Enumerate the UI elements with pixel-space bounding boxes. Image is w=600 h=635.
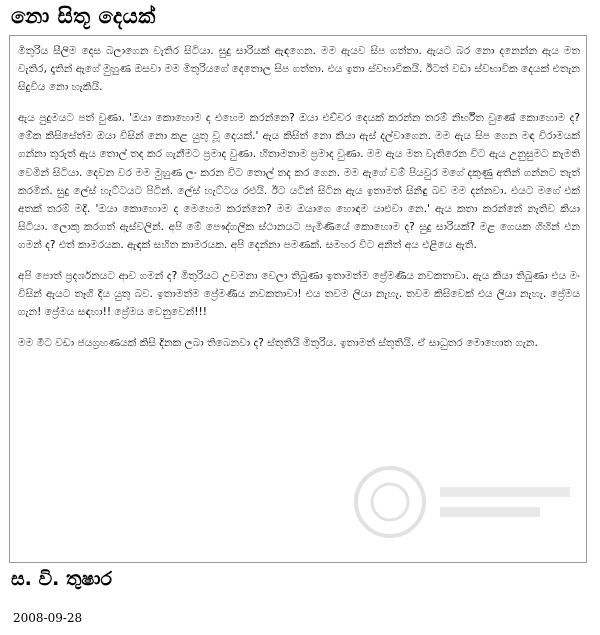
author-name: ස. වි. තුෂාර [11, 568, 113, 590]
paragraph-1: මිතුරිය සීලිම දෙස බලාගෙන වැතිර සිටියා. සුදු සාරියක් ඇඳගෙන. මම ඇයව සිප ගත්තා. ඇයට බර නො දනෙන්න ඇය මත වැතිර, දෑතින් ඇගේ මුහුණ ඔසවා මම මිතුරියගේ දෙතොල සිප ගත්තා. එය ඉතා ස්වභාවිකයි. ඊටත් වඩා ස්වභාවික දෙයක් එතැන සිදුවිය නො හැකියි. [18, 45, 580, 94]
article-title: නො සිතූ දෙයක් [11, 4, 156, 28]
paragraph-3: අපි පොත් ප්‍රදර්ශනයට ආව ගමන් ද? මිතුරියට උවමනා වෙලා තිබුණා ඉතාමත්ම ප්‍රේමණීය නවකතාවා. ඇය කියා තිබුණා එය මං විසින් ඇයට තෑගි දිය යුතු බව. ඉතාමත්ම ප්‍රේමණීය නවකතාවා! එය තවම ලියා නැහැ. තවම කිසිවෙක් එය ලියා නැහැ. ප්‍රේමය ගැන! ප්‍රේමය සඳහා!! ප්‍රේමය වෙනුවෙන්!!! [18, 270, 580, 319]
paragraph-4: මම මීට වඩා ජයග්‍රහණයක් කිසි දිනක ලබා තිබෙනවා ද? ස්තුතියි මිතුරිය. ඉතාමත් ස්තුතියි. ඒ සාධුතර මොහොත ගැන. [18, 337, 538, 350]
publish-date: 2008-09-28 [13, 611, 83, 625]
paragraph-2: ඇය පුදුමයට පත් වුණා. 'ඔයා කොහොම ද එහෙම කරන්නෙ? ඔයා එච්චර දෙයක් කරන්න තරම් නිර්භීත වුණේ කොහොම ද? මේක කිසිසේත්ම ඔයා විසින් නො කළ යුතු වූ දෙයක්.' ඇය කිසිත් නො කියා ඇස් දල්වාගෙන. මම ඇය සිප ගෙන මඳ විරාමයක් ගන්නා තුරුත් ඇය තොල් තද කර ගැනීමට ප්‍රමාද වුණා. හිතාමතාම ප්‍රමාද වුණා. මම ඇය මත වැතිරෙන විට ඇය උනුසුමට කැමති වෙමින් සිටියා. දෙවන වර මම මුහුණ ලං කරන විට තොල් තද කර ගෙන. මම ඇගේ වම් පියවුර මගේ දකුණු අතින් ගන්නට තැත් කරමින්. සුදු ලේස් හැට්ටයට පිටින්. ලේස් හැට්ටය රළුයි. ඊට යටින් සිටින ඇය ඉතාමත් සිනිඳු බව මම දන්නවා. එයට මගේ එක් අතක් තරම් මදි. 'ඔයා කොහොම ද මෙහෙම කරන්නෙ? මම ඔයාගෙ හොඳම යාළුවා නෙ.' ඇය කතා කරන්නේ නැතිව කියා සිටියා. ලොකු කරගත් ඇස්වලින්. අපි මේ පෞද්ගලික ස්ථානයට පැමිණියේ කොහොම ද? සුදු සාරියක්? මළ ගෙයක ගිහින් එන ගමන් ද? එත් කාමරයක. ඇඳක් සහිත කාමරයක. අපි දෙන්නා පමණක්. සමහර විට අනිත් අය එළියෙ ඇති. [18, 112, 580, 251]
article-body [9, 35, 587, 563]
